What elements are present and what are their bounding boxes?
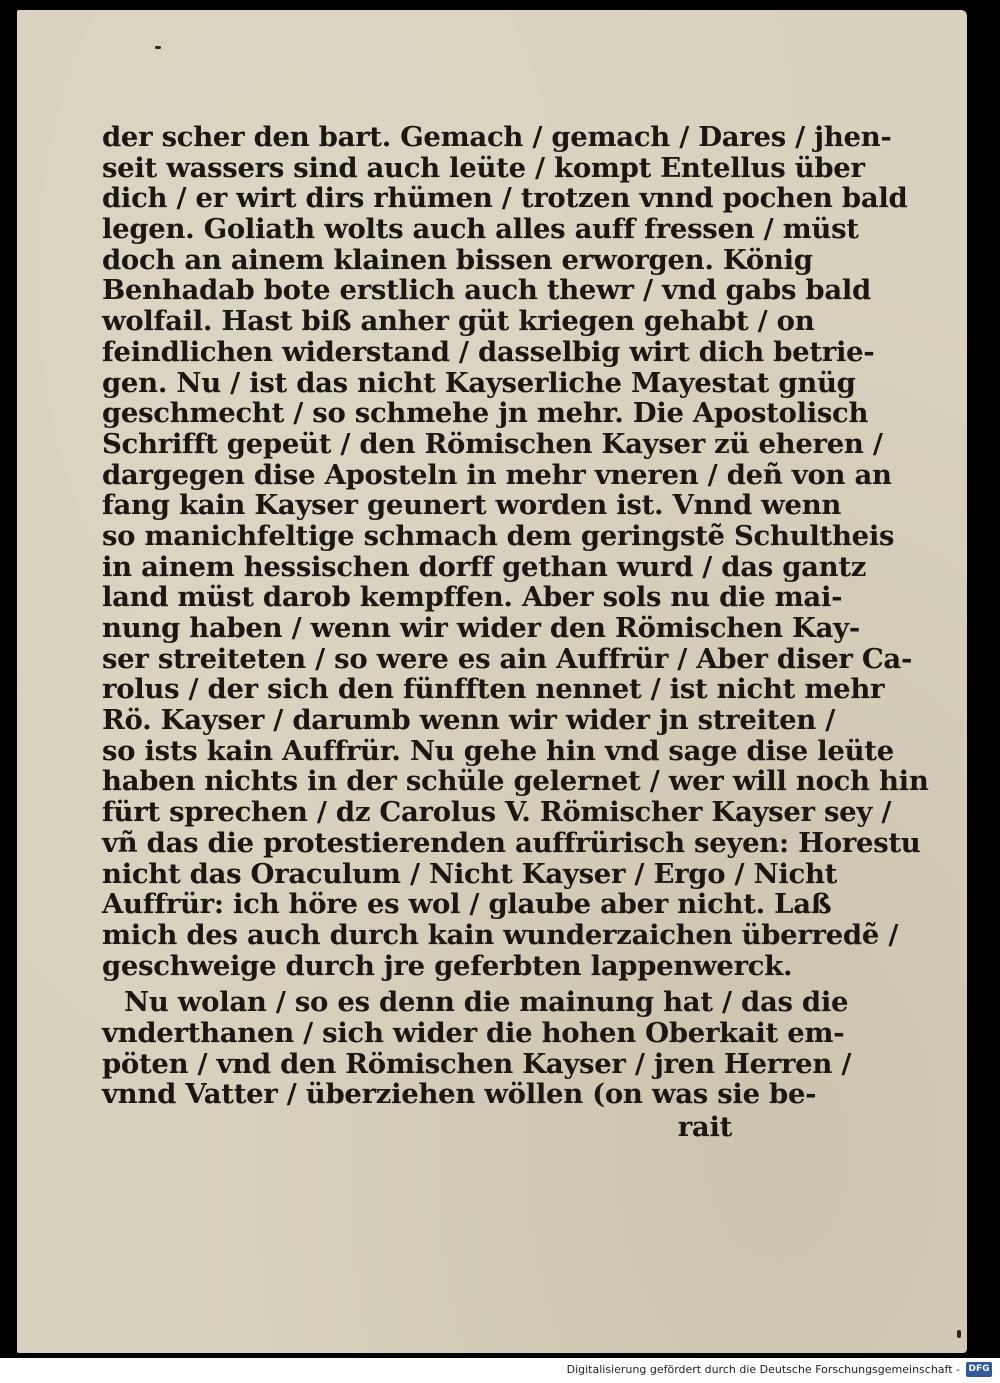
text-line-23: fürt sprechen / dz Carolus V. Römischer Kayser sey /: [102, 796, 892, 829]
text-line-13: fang kain Kayser geunert worden ist. Vnnd wenn: [102, 489, 842, 522]
text-line-28: geschweige durch jre geferbten lappenwerck.: [102, 949, 793, 982]
text-line-21: so ists kain Auffrür. Nu gehe hin vnd sage dise leüte: [102, 734, 894, 767]
text-line-2: seit wassers sind auch leüte / kompt Entellus über: [102, 151, 865, 184]
text-line-32: vnnd Vatter / überziehen wöllen (on was sie be-: [102, 1078, 817, 1111]
text-line-5: doch an ainem klainen bissen erworgen. König: [102, 243, 813, 276]
text-line-6: Benhadab bote erstlich auch thewr / vnd gabs bald: [102, 274, 871, 307]
page-text: [102, 121, 929, 1143]
ink-speck: [155, 46, 161, 49]
ink-speck: [957, 1330, 961, 1338]
text-line-27: mich des auch durch kain wunderzaichen überredẽ /: [102, 918, 899, 951]
catchword: rait: [677, 1111, 732, 1143]
text-line-3: dich / er wirt dirs rhümen / trotzen vnnd pochen bald: [102, 182, 908, 215]
text-line-9: gen. Nu / ist das nicht Kayserliche Mayestat gnüg: [102, 366, 856, 399]
text-line-7: wolfail. Hast biß anher güt kriegen gehabt / on: [102, 305, 815, 338]
text-line-22: haben nichts in der schüle gelernet / wer will noch hin: [102, 765, 929, 798]
text-line-16: land müst darob kempffen. Aber sols nu die mai-: [102, 581, 843, 614]
text-line-31: pöten / vnd den Römischen Kayser / jren Herren /: [102, 1047, 852, 1080]
text-line-4: legen. Goliath wolts auch alles auff fressen / müst: [102, 213, 859, 246]
footer-bar: [0, 1358, 1000, 1383]
text-line-11: Schrifft gepeüt / den Römischen Kayser zü eheren /: [102, 427, 883, 460]
funding-credit: Digitalisierung gefördert durch die Deutsche Forschungsgemeinschaft -: [566, 1363, 960, 1376]
book-page: [17, 10, 967, 1353]
text-line-25: nicht das Oraculum / Nicht Kayser / Ergo / Nicht: [102, 857, 838, 890]
text-line-8: feindlichen widerstand / dasselbig wirt dich betrie-: [102, 335, 875, 368]
text-line-17: nung haben / wenn wir wider den Römischen Kay-: [102, 612, 860, 644]
text-line-10: geschmecht / so schmehe jn mehr. Die Apostolisch: [102, 397, 869, 430]
text-line-15: in ainem hessischen dorff gethan wurd / das gantz: [102, 550, 867, 583]
text-line-1: der scher den bart. Gemach / gemach / Dares / jhen-: [102, 121, 892, 153]
text-line-18: ser streiteten / so were es ain Auffrür / Aber diser Ca-: [102, 642, 913, 675]
text-line-26: Auffrür: ich höre es wol / glaube aber nicht. Laß: [102, 888, 832, 921]
text-line-14: so manichfeltige schmach dem geringstẽ Schultheis: [102, 519, 895, 552]
text-line-19: rolus / der sich den fünfften nennet / ist nicht mehr: [102, 673, 885, 706]
text-line-20: Rö. Kayser / darumb wenn wir wider jn streiten /: [102, 704, 836, 737]
text-line-12: dargegen dise Aposteln in mehr vneren / deñ von an: [102, 458, 892, 491]
dfg-logo: DFG: [966, 1362, 992, 1377]
text-line-24: vñ das die protestierenden auffrürisch seyen: Horestu: [102, 826, 921, 859]
text-line-30: vnderthanen / sich wider die hohen Oberkait em-: [102, 1016, 845, 1049]
text-line-29: Nu wolan / so es denn die mainung hat / das die: [124, 986, 849, 1019]
